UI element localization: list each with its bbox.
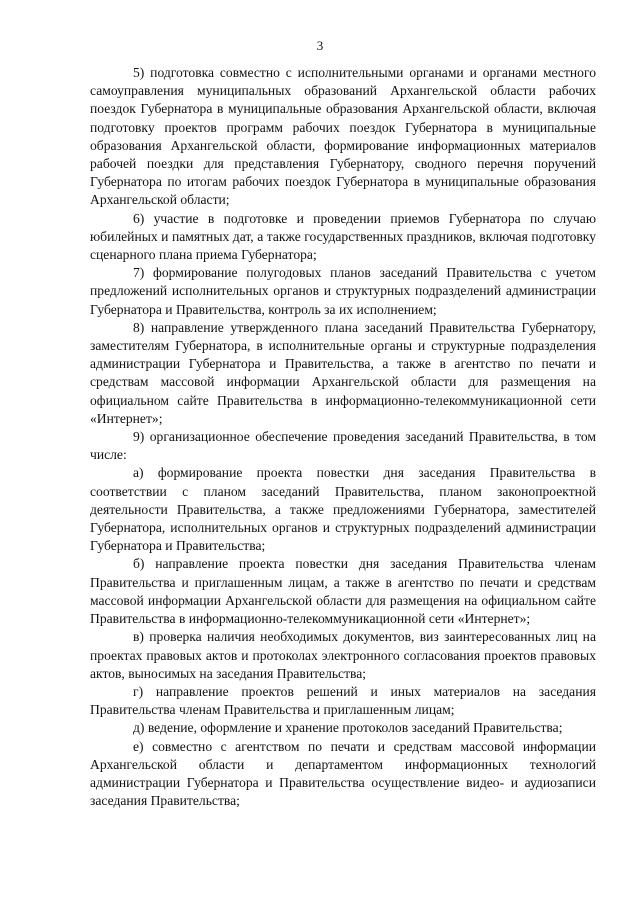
subparagraph-e: е) совместно с агентством по печати и средствам массовой информации Архангельской области и департаментом информационных технологий администрации Губернатора и Правительства осуществление видео- и аудиозаписи заседания Правительства; bbox=[90, 738, 596, 809]
page-number: 3 bbox=[316, 38, 324, 53]
document-body bbox=[90, 64, 596, 810]
paragraph-item-5: 5) подготовка совместно с исполнительными органами и органами местного самоуправления муниципальных образований Архангельской области рабочих поездок Губернатора в муниципальные образования Архангельской области, включая подготовку проектов программ рабочих поездок Губернатора в муниципальные образования Архангельской области, формирование информационных материалов рабочей поездки для представления Губернатору, сводного перечня поручений Губернатора по итогам рабочих поездок Губернатора в муниципальные образования Архангельской области; bbox=[90, 65, 596, 208]
subparagraph-d: д) ведение, оформление и хранение протоколов заседаний Правительства; bbox=[133, 720, 563, 736]
subparagraph-b: б) направление проекта повестки дня заседания Правительства членам Правительства и приглашенным лицам, а также в агентство по печати и средствам массовой информации Архангельской области для размещения на официальном сайте Правительства в информационно-телекоммуникационной сети «Интернет»; bbox=[90, 556, 596, 627]
paragraph-item-8: 8) направление утвержденного плана заседаний Правительства Губернатору, заместителям Губернатора, в исполнительные органы и структурные подразделения администрации Губернатора и Правительства, а также в агентство по печати и средствам массовой информации Архангельской области для размещения на официальном сайте Правительства в информационно-телекоммуникационной сети «Интернет»; bbox=[90, 319, 596, 426]
subparagraph-g: г) направление проектов решений и иных материалов на заседания Правительства членам Правительства и приглашенным лицам; bbox=[90, 683, 596, 718]
paragraph-item-6: 6) участие в подготовке и проведении приемов Губернатора по случаю юбилейных и памятных дат, а также государственных праздников, включая подготовку сценарного плана приема Губернатора; bbox=[90, 210, 596, 263]
paragraph-item-7: 7) формирование полугодовых планов заседаний Правительства с учетом предложений исполнительных органов и структурных подразделений администрации Губернатора и Правительства, контроль за их исполнением; bbox=[90, 265, 596, 317]
subparagraph-a: а) формирование проекта повестки дня заседания Правительства в соответствии с планом заседаний Правительства, планом законопроектной деятельности Правительства, а также предложениями Губернатора, заместителей Губернатора, исполнительных органов и структурных подразделений администрации Губернатора и Правительства; bbox=[90, 465, 596, 554]
paragraph-item-9: 9) организационное обеспечение проведения заседаний Правительства, в том числе: bbox=[90, 429, 596, 463]
subparagraph-v: в) проверка наличия необходимых документов, виз заинтересованных лиц на проектах правовых актов и протоколах электронного согласования проектов правовых актов, выносимых на заседания Правительства; bbox=[90, 629, 596, 681]
